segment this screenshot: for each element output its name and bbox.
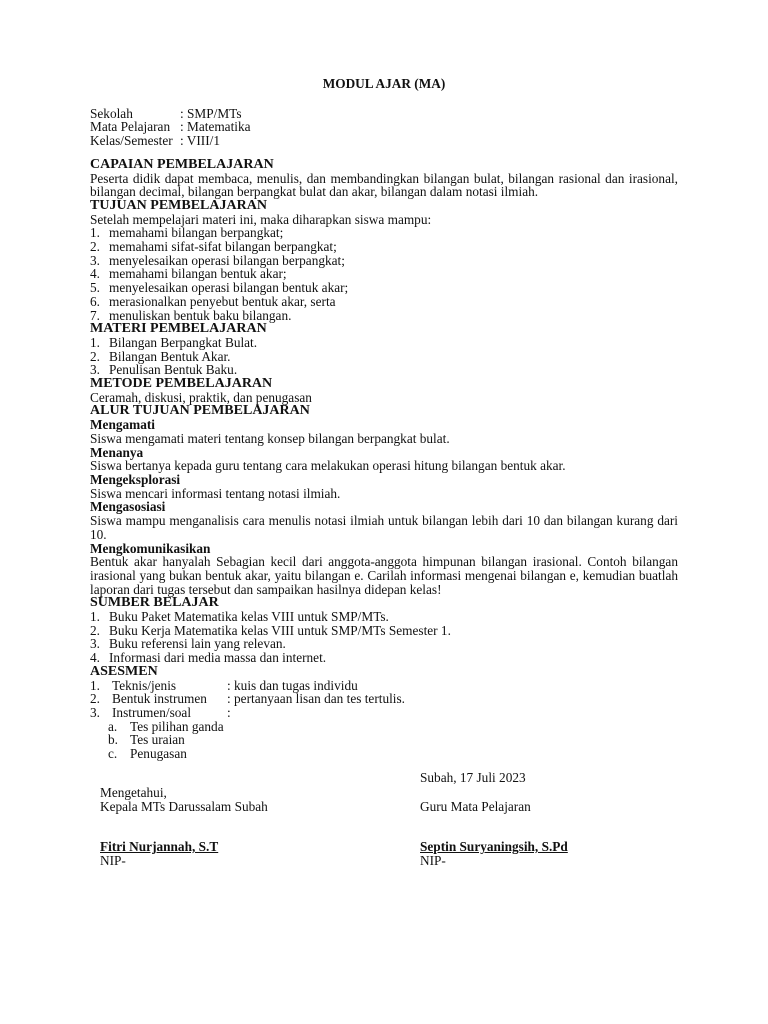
list-text: memahami sifat-sifat bilangan berpangkat; [109, 239, 337, 255]
mengkomunikasikan-text: Bentuk akar hanyalah Sebagian kecil dari anggota-anggota himpunan bilangan irasional. Contoh bilangan irasional yang bukan bentuk akar, yaitu bilangan e. Carilah informasi mengenai bilangan e, kemudian buatlah laporan dari tugas tersebut dan sampaikan hasilnya didepan kelas! [90, 554, 678, 597]
list-number: 2. [90, 239, 100, 255]
materi-heading: MATERI PEMBELAJARAN [90, 321, 267, 337]
list-text: menuliskan bentuk baku bilangan. [109, 307, 292, 323]
meta-value: : SMP/MTs [180, 105, 242, 121]
list-item [90, 651, 678, 665]
meta-key: Sekolah [90, 105, 133, 121]
list-text: Buku referensi lain yang relevan. [109, 636, 286, 652]
list-text: Tes pilihan ganda [130, 718, 224, 734]
meta-row-kelas [90, 134, 678, 148]
list-item [108, 720, 678, 734]
tujuan-list [90, 226, 678, 322]
list-item [90, 267, 678, 281]
sumber-heading: SUMBER BELAJAR [90, 595, 219, 611]
mengkomunikasikan-label: Mengkomunikasikan [90, 540, 211, 556]
right-signatory-name: Septin Suryaningsih, S.Pd [420, 839, 568, 854]
list-text: Penugasan [130, 746, 187, 762]
list-number: 3. [90, 636, 100, 652]
list-number: 4. [90, 266, 100, 282]
document-body [90, 77, 678, 761]
right-nip: NIP- [420, 853, 446, 868]
mengamati-label: Mengamati [90, 417, 155, 433]
asesmen-table [90, 679, 678, 720]
mengasosiasi-text: Siswa mampu menganalisis cara menulis notasi ilmiah untuk bilangan lebih dari 10 dan bilangan kurang dari 10. [90, 513, 678, 542]
tujuan-heading: TUJUAN PEMBELAJARAN [90, 197, 267, 213]
left-nip: NIP- [100, 853, 126, 868]
meta-block [90, 107, 678, 148]
asesmen-key: Bentuk instrumen [112, 691, 207, 707]
list-number: 3. [90, 362, 100, 378]
place-date: Subah, 17 Juli 2023 [420, 770, 526, 785]
meta-value: : Matematika [180, 119, 251, 135]
list-number: 2. [90, 348, 100, 364]
list-letter: a. [108, 718, 118, 734]
left-role: Kepala MTs Darussalam Subah [100, 799, 268, 814]
mengamati-text: Siswa mengamati materi tentang konsep bilangan berpangkat bulat. [90, 430, 450, 446]
asesmen-value: : kuis dan tugas individu [227, 677, 358, 693]
list-text: menyelesaikan operasi bilangan berpangkat; [109, 252, 345, 268]
asesmen-sub-list [108, 720, 678, 761]
mengeksplorasi-label: Mengeksplorasi [90, 471, 181, 487]
list-text: Bilangan Bentuk Akar. [109, 348, 231, 364]
list-item [90, 295, 678, 309]
asesmen-row [90, 679, 678, 693]
list-item [90, 624, 678, 638]
asesmen-heading: ASESMEN [90, 663, 158, 679]
meta-key: Kelas/Semester [90, 133, 173, 149]
asesmen-key: Teknis/jenis [112, 677, 177, 693]
alur-heading: ALUR TUJUAN PEMBELAJARAN [90, 403, 310, 419]
list-item [90, 336, 678, 350]
list-letter: c. [108, 746, 118, 762]
list-item [90, 637, 678, 651]
acknowledge-label: Mengetahui, [100, 785, 167, 800]
list-text: Informasi dari media massa dan internet. [109, 650, 327, 666]
list-text: Bilangan Berpangkat Bulat. [109, 334, 258, 350]
mengasosiasi-label: Mengasosiasi [90, 499, 166, 515]
asesmen-row [90, 706, 678, 720]
list-item [90, 363, 678, 377]
left-signatory-name: Fitri Nurjannah, S.T [100, 839, 219, 854]
capaian-text: Peserta didik dapat membaca, menulis, dan membandingkan bilangan bulat, bilangan rasional dan irasional, bilangan decimal, bilangan berpangkat bulat dan akar, bilangan dalam notasi ilmiah. [90, 170, 678, 200]
asesmen-key: Instrumen/soal [112, 704, 192, 720]
list-text: menyelesaikan operasi bilangan bentuk akar; [109, 280, 349, 296]
list-item [90, 350, 678, 364]
menanya-label: Menanya [90, 444, 144, 460]
sumber-list [90, 610, 678, 665]
list-text: Buku Kerja Matematika kelas VIII untuk SMP/MTs Semester 1. [109, 622, 451, 638]
list-number: 3. [90, 704, 100, 720]
list-item [90, 309, 678, 323]
meta-key: Mata Pelajaran [90, 119, 171, 135]
meta-value: : VIII/1 [180, 133, 221, 149]
metode-text: Ceramah, diskusi, praktik, dan penugasan [90, 389, 312, 405]
list-number: 1. [90, 609, 100, 625]
list-item [108, 733, 678, 747]
asesmen-value: : [227, 704, 231, 720]
list-text: memahami bilangan berpangkat; [109, 225, 284, 241]
mengeksplorasi-text: Siswa mencari informasi tentang notasi ilmiah. [90, 485, 341, 501]
list-text: memahami bilangan bentuk akar; [109, 266, 287, 282]
list-number: 2. [90, 622, 100, 638]
right-role: Guru Mata Pelajaran [420, 799, 531, 814]
list-number: 3. [90, 252, 100, 268]
list-number: 1. [90, 225, 100, 241]
list-text: merasionalkan penyebut bentuk akar, serta [109, 293, 336, 309]
list-number: 1. [90, 334, 100, 350]
document-title: MODUL AJAR (MA) [322, 76, 446, 91]
list-item [90, 226, 678, 240]
tujuan-intro: Setelah mempelajari materi ini, maka diharapkan siswa mampu: [90, 211, 432, 227]
list-item [90, 610, 678, 624]
list-item [108, 747, 678, 761]
meta-row-sekolah [90, 107, 678, 121]
capaian-heading: CAPAIAN PEMBELAJARAN [90, 156, 274, 172]
list-number: 7. [90, 307, 100, 323]
list-item [90, 240, 678, 254]
list-text: Tes uraian [130, 732, 185, 748]
list-text: Penulisan Bentuk Baku. [109, 362, 238, 378]
list-number: 1. [90, 677, 100, 693]
meta-row-mapel [90, 120, 678, 134]
metode-heading: METODE PEMBELAJARAN [90, 376, 273, 392]
list-letter: b. [108, 732, 118, 748]
materi-list [90, 336, 678, 377]
menanya-text: Siswa bertanya kepada guru tentang cara melakukan operasi hitung bilangan bentuk akar. [90, 458, 566, 474]
list-item [90, 254, 678, 268]
asesmen-row [90, 692, 678, 706]
list-number: 4. [90, 650, 100, 666]
list-number: 6. [90, 293, 100, 309]
list-number: 2. [90, 691, 100, 707]
list-text: Buku Paket Matematika kelas VIII untuk SMP/MTs. [109, 609, 389, 625]
asesmen-value: : pertanyaan lisan dan tes tertulis. [227, 691, 405, 707]
list-number: 5. [90, 280, 100, 296]
list-item [90, 281, 678, 295]
